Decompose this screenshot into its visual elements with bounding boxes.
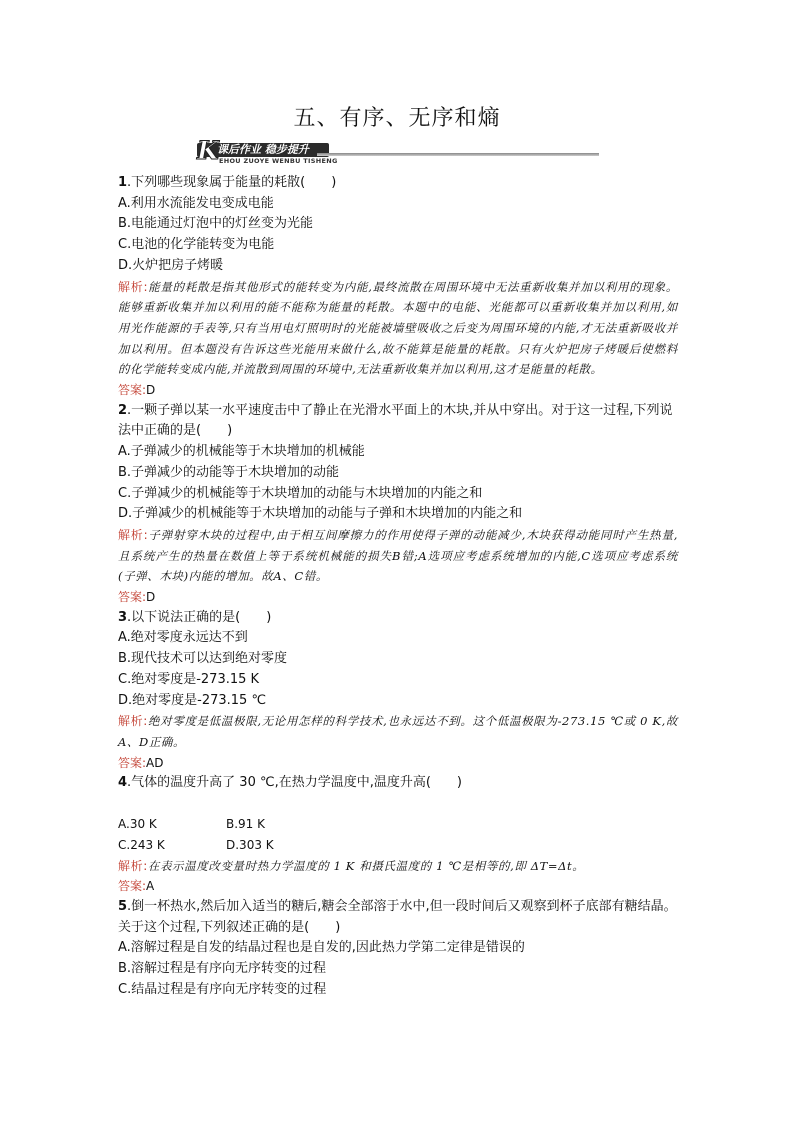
question-4-option-b: B.91 K: [226, 817, 265, 832]
question-1-option-c: C.电池的化学能转变为电能: [118, 237, 275, 253]
question-2-option-d: D.子弹减少的机械能等于木块增加的动能与子弹和木块增加的内能之和: [118, 506, 523, 522]
question-2-stem: 2.一颗子弹以某一水平速度击中了静止在光滑水平面上的木块,并从中穿出。对于这一过程,下列说法中正确的是( ): [118, 402, 673, 439]
question-3-explanation: 解析:绝对零度是低温极限,无论用怎样的科学技术,也永远达不到。这个低温极限为-273.15 ℃或 0 K,故A、D正确。: [118, 714, 678, 749]
question-1-stem: 1.下列哪些现象属于能量的耗散( ): [118, 175, 337, 190]
question-4-option-c: C.243 K: [118, 837, 165, 852]
banner-rule: [317, 153, 599, 156]
question-3-option-a: A.绝对零度永远达不到: [118, 630, 248, 646]
question-4-gap: [118, 794, 678, 814]
question-1-answer: 答案:D: [118, 383, 156, 398]
question-1-option-d: D.火炉把房子烤暖: [118, 257, 224, 273]
question-5-stem: 5.倒一杯热水,然后加入适当的糖后,糖会全部溶于水中,但一段时间后又观察到杯子底部有糖结晶。关于这个过程,下列叙述正确的是( ): [118, 898, 677, 935]
question-4-option-d: D.303 K: [226, 837, 274, 852]
question-3-option-c: C.绝对零度是-273.15 K: [118, 671, 260, 687]
question-2-option-b: B.子弹减少的动能等于木块增加的动能: [118, 464, 340, 480]
question-5-option-c: C.结晶过程是有序向无序转变的过程: [118, 981, 327, 997]
banner-text: 课后作业 稳步提升: [217, 143, 309, 156]
banner-k-logo: K: [197, 136, 219, 165]
page-title: 五、有序、无序和熵: [293, 106, 501, 131]
question-4-answer: 答案:A: [118, 879, 155, 894]
question-3-option-d: D.绝对零度是-273.15 ℃: [118, 692, 267, 708]
question-4-options-row-2: [118, 835, 678, 856]
banner-pinyin: EHOU ZUOYE WENBU TISHENG: [219, 157, 338, 165]
question-4-option-a: A.30 K: [118, 817, 157, 832]
question-1-option-b: B.电能通过灯泡中的灯丝变为光能: [118, 216, 314, 232]
section-banner: [197, 136, 600, 166]
question-2-answer: 答案:D: [118, 590, 156, 605]
question-4-stem: 4.气体的温度升高了 30 ℃,在热力学温度中,温度升高( ): [118, 775, 462, 791]
question-5-option-a: A.溶解过程是自发的结晶过程也是自发的,因此热力学第二定律是错误的: [118, 940, 525, 956]
question-3-answer: 答案:AD: [118, 755, 164, 770]
question-2-option-c: C.子弹减少的机械能等于木块增加的动能与木块增加的内能之和: [118, 485, 483, 501]
question-4-explanation: 解析:在表示温度改变量时热力学温度的 1 K 和摄氏温度的 1 ℃是相等的,即 ΔT=Δt。: [118, 858, 585, 873]
question-2-option-a: A.子弹减少的机械能等于木块增加的机械能: [118, 444, 365, 460]
question-1-explanation: 解析:能量的耗散是指其他形式的能转变为内能,最终流散在周围环境中无法重新收集并加以利用的现象。能够重新收集并加以利用的能不能称为能量的耗散。本题中的电能、光能都可以重新收集并加以利用,如用光作能源的手表等,只有当用电灯照明时的光能被墙壁吸收之后变为周围环境的内能,才无法重新吸收并加以利用。但本题没有告诉这些光能用来做什么,故不能算是能量的耗散。只有火炉把房子烤暖后使燃料的化学能转变成内能,并流散到周围的环境中,无法重新收集并加以利用,这才是能量的耗散。: [118, 279, 678, 377]
question-2-explanation: 解析:子弹射穿木块的过程中,由于相互间摩擦力的作用使得子弹的动能减少,木块获得动能同时产生热量,且系统产生的热量在数值上等于系统机械能的损失B错;A选项应考虑系统增加的内能,C选项应考虑系统(子弹、木块)内能的增加。故A、C错。: [118, 527, 678, 584]
question-3-stem: 3.以下说法正确的是( ): [118, 609, 272, 625]
question-4-options-row-1: [118, 814, 678, 835]
question-5-option-b: B.溶解过程是有序向无序转变的过程: [118, 961, 327, 977]
question-3-option-b: B.现代技术可以达到绝对零度: [118, 651, 288, 667]
question-1-option-a: A.利用水流能发电变成电能: [118, 195, 274, 211]
question-list: [118, 173, 678, 1000]
